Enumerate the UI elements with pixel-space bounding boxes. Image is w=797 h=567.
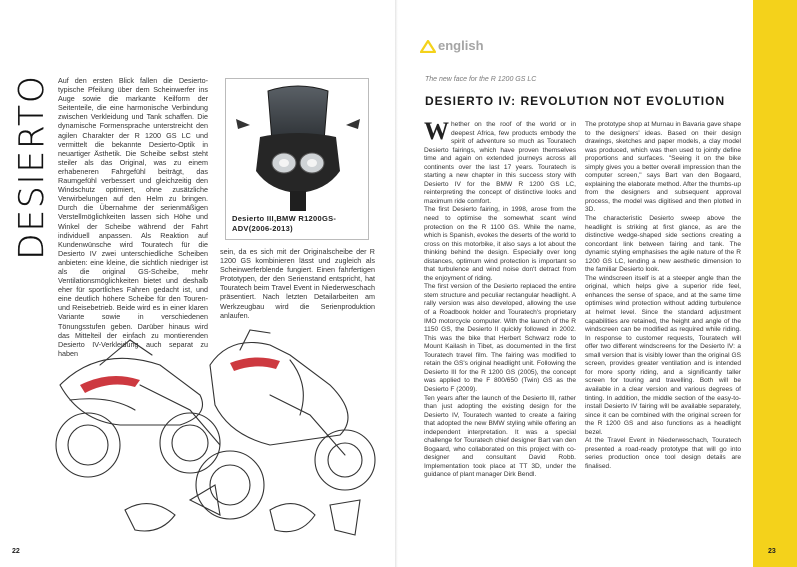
vertical-title bbox=[12, 72, 52, 262]
paragraph-text: hether on the roof of the world or in deepest Africa, few products embody the spirit of adventure so much as Touratech Desierto fairings, which have proven themselves time and again on extended journeys across all continents over the last 17 years. Touratech is starting a new chapter in this success story with Desierto IV for the BMW R 1200 GS LC, reinterpreting the concept of distinctive looks and maximum ride comfort. bbox=[424, 121, 576, 205]
subheading: The new face for the R 1200 GS LC bbox=[425, 76, 537, 83]
paragraph: Ten years after the launch of the Desierto III, rather than just adopting the existing design for the Desierto IV, Touratech wanted to create a fairing that adopted the new BMW styling while offering an independent interpretation. It was a special challenge for Touratech chief designer Bart van den Bogaard, who collaborated on this project with co-designer and consultant David Robb. Implementation took place at TT 3D, under the guidance of plant manager Dirk Bendl. bbox=[424, 394, 576, 479]
triangle-icon bbox=[420, 40, 436, 53]
paragraph: The first version of the Desierto replaced the entire stem structure and peculiar rectangular headlight. A rally version was also developed, allowing the use of a Roadbook holder and Touratech's proprietary IMO motorcycle computer. With the launch of the R 1150 GS, the Desierto II quickly followed in 2002. This was the bike that Herbert Schwarz rode to Mount Kailash in Tibet, as documented in the first Touratech travel film. The fairing was modified to retain the GS's original headlight unit. Following the Desierto III for the R 1200 GS (2005), the concept was applied to the F 800/650 (Twin) GS as the Desierto F (2009). bbox=[424, 283, 576, 393]
english-text-column-1 bbox=[424, 118, 576, 480]
paragraph bbox=[424, 118, 576, 206]
paragraph: The prototype shop at Murnau in Bavaria gave shape to the designers' ideas. Based on their design drawings, sketches and paper models, a clay model was produced, which was then used to jointly define proportions and surfaces. "Seeing it on the bike simply gives you a better overall impression than the computer screen," says Bart van den Bogaard, explaining the elaborate method. After the thumbs-up from the designers and subsequent approval process, the model was digitised and then plotted in 3D. bbox=[585, 121, 741, 214]
paragraph: At the Travel Event in Niederweschach, Touratech presented a road-ready prototype that will go into series production once tool design details are finalised. bbox=[585, 437, 741, 470]
paragraph: The first Desierto fairing, in 1998, arose from the need to optimise the somewhat scant wind protection on the R 1100 GS. While the name, which is Spanish, evokes the deserts of the world to cross on this motorbike, it also says a lot about the thinking behind the design. Especially over long distances, optimum wind protection is important so that turbulence and wind noise don't detract from the enjoyment of riding. bbox=[424, 206, 576, 282]
page-number-right: 23 bbox=[768, 548, 776, 555]
headline: DESIERTO IV: REVOLUTION NOT EVOLUTION bbox=[425, 94, 726, 108]
product-photo bbox=[225, 78, 369, 240]
design-sketches bbox=[40, 325, 390, 550]
german-text-column-2: sein, da es sich mit der Originalscheibe der R 1200 GS kombinieren lässt und zugleich als Scheinwerferblende fungiert. Einen fahrfertigen Prototypen, der den Serienstand entspricht, hat Touratech beim Travel Event in Niederweschach präsentiert. Nach letzten Detailarbeiten am Werkzeugbau wird die Serienproduktion anlaufen. bbox=[220, 247, 375, 320]
english-text-column-2 bbox=[585, 121, 741, 471]
language-label: english bbox=[438, 38, 484, 53]
vertical-title-text: DESIERTO bbox=[12, 74, 52, 260]
photo-caption: Desierto III,BMW R1200GS-ADV(2006-2013) bbox=[232, 214, 337, 233]
paragraph: The windscreen itself is at a steeper angle than the original, which helps give a superior ride feel, enhances the sense of space, and at the same time optimises wind protection without adding turbulence at helmet level. Since the standard adjustment capabilities are retained, the height and angle of the windscreen can be modified as required while riding. In response to customer requests, Touratech will offer two different windscreens for the Desierto IV: a small version that is visibly lower than the original GS screen, provides greater ventilation and is intended for more sporty riding, and a significantly taller screen for touring and travelling. Both will be available in a clear version and various degrees of tinting. In addition, the middle section of the easy-to-install Desierto IV fairing will be available separately, since it can be combined with the original screen for the R 1200 GS and also functions as a headlight bezel. bbox=[585, 274, 741, 436]
drop-cap: W bbox=[424, 118, 449, 145]
paragraph: The characteristic Desierto sweep above the headlight is striking at first glance, as are the distinctive wedge-shaped side sections creating a concordant link between fairing and tank. The dynamic styling emphasises the agile nature of the R 1200 GS LC, lending a new aesthetic dimension to the familiar Desierto look. bbox=[585, 215, 741, 274]
german-text-column-1: Auf den ersten Blick fallen die Desierto-typische Pfeilung über dem Scheinwerfer ins Auge sowie die markante Keilform der Seitenteile, die eine harmonische Verbindung zwischen Verkleidung und Tank schaffen. Die dynamische Formensprache unterstreicht den agilen Charakter der R 1200 GS LC und vermittelt die bekannte Desierto-Optik in neuartiger Ästhetik. Die Scheibe selbst steht steiler als das Original, was zu einem erhabeneren Fahrgefühl beiträgt, das Raumgefühl verbessert und gleichzeitig den Windschutz optimiert, ohne zusätzliche Verwirbelungen auf den Helm zu bringen. Durch die Übernahme der serienmäßigen Verstellmöglichkeiten lassen sich Höhe und Winkel der Scheibe während der Fahrt individuell anpassen. Als Reaktion auf Kundenwünsche wird Touratech für die Desierto IV zwei unterschiedliche Scheiben anbieten: eine kleine, die sichtlich niedriger ist als die original GS-Scheibe, mehr Ventilationsmöglichkeiten bietet und deshalb eher für sportliches Fahren gedacht ist, und eine deutlich höhere Scheibe für den Touren- und Reisebetrieb. Beide wird es in einer klaren Variante sowie in verschiedenen Tönungsstufen geben. Darüber hinaus wird das Mittelteil der einfach zu montierenden Desierto IV-Verkleidung auch separat zu haben bbox=[58, 76, 208, 358]
yellow-edge-band bbox=[753, 0, 797, 567]
page-number-left: 22 bbox=[12, 548, 20, 555]
